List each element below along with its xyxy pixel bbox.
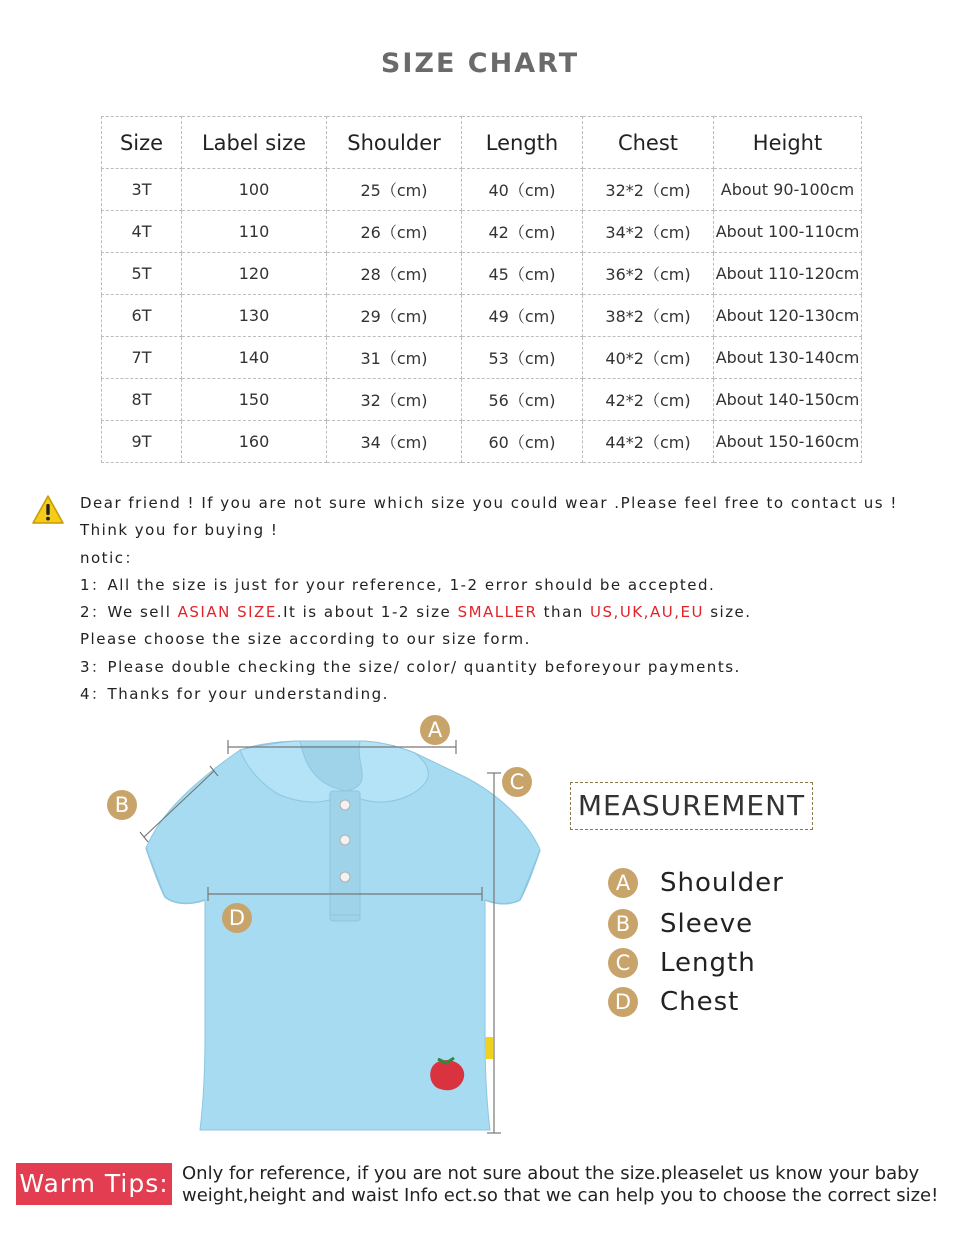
shirt-illustration	[90, 705, 570, 1145]
note-line: Think you for buying !	[80, 521, 279, 540]
table-cell: 31（cm)	[327, 337, 462, 379]
table-cell: 49（cm)	[462, 295, 583, 337]
header-height: Height	[714, 117, 862, 169]
badge-a: A	[420, 715, 450, 745]
measurement-diagram	[90, 705, 570, 1145]
legend-label: Sleeve	[660, 909, 754, 939]
header-label-size: Label size	[182, 117, 327, 169]
header-shoulder: Shoulder	[327, 117, 462, 169]
separator: ,	[643, 603, 650, 622]
table-cell: 8T	[102, 379, 182, 421]
us-highlight: US	[590, 603, 614, 622]
note-line: Dear friend ! If you are not sure which size you could wear .Please feel free to contact us !	[80, 494, 898, 512]
warm-tips-text	[182, 1163, 952, 1207]
table-cell: 32（cm)	[327, 379, 462, 421]
table-cell: 28（cm)	[327, 253, 462, 295]
table-cell: 44*2（cm)	[583, 421, 714, 463]
warm-tips-tag: Warm Tips:	[16, 1163, 172, 1205]
eu-highlight: EU	[680, 603, 704, 622]
badge-c: C	[502, 767, 532, 797]
table-row	[102, 253, 862, 295]
table-cell: 120	[182, 253, 327, 295]
table-cell: 5T	[102, 253, 182, 295]
table-cell: 150	[182, 379, 327, 421]
table-cell: 29（cm)	[327, 295, 462, 337]
table-cell: 100	[182, 169, 327, 211]
note-line-asian-size	[80, 599, 940, 626]
separator: ,	[674, 603, 681, 622]
table-cell: 40*2（cm)	[583, 337, 714, 379]
table-cell: 6T	[102, 295, 182, 337]
warning-icon	[31, 494, 65, 526]
table-cell: 38*2（cm)	[583, 295, 714, 337]
table-cell: 34*2（cm)	[583, 211, 714, 253]
table-cell: 160	[182, 421, 327, 463]
header-chest: Chest	[583, 117, 714, 169]
note-text: size.	[703, 603, 752, 622]
table-row	[102, 169, 862, 211]
table-cell: 36*2（cm)	[583, 253, 714, 295]
table-cell: 34（cm)	[327, 421, 462, 463]
table-cell: 130	[182, 295, 327, 337]
table-row	[102, 337, 862, 379]
table-row	[102, 211, 862, 253]
asian-size-highlight: ASIAN SIZE	[177, 603, 277, 622]
uk-highlight: UK	[619, 603, 644, 622]
table-cell: About 110-120cm	[714, 253, 862, 295]
table-cell: About 140-150cm	[714, 379, 862, 421]
table-cell: 25（cm)	[327, 169, 462, 211]
legend-item-sleeve	[608, 906, 908, 942]
note-text: .It is about 1-2 size	[276, 603, 458, 622]
legend-item-chest	[608, 984, 908, 1020]
table-cell: 42（cm)	[462, 211, 583, 253]
table-cell: 9T	[102, 421, 182, 463]
page-title: SIZE CHART	[380, 48, 580, 79]
legend-badge-d: D	[608, 987, 638, 1017]
table-cell: 3T	[102, 169, 182, 211]
table-cell: About 90-100cm	[714, 169, 862, 211]
table-row	[102, 295, 862, 337]
table-cell: About 130-140cm	[714, 337, 862, 379]
badge-b: B	[107, 790, 137, 820]
table-cell: 56（cm)	[462, 379, 583, 421]
table-cell: 4T	[102, 211, 182, 253]
note-line: Please choose the size according to our size form.	[80, 630, 531, 649]
legend-label: Shoulder	[660, 868, 784, 898]
table-cell: 32*2（cm)	[583, 169, 714, 211]
size-chart-table	[101, 116, 862, 463]
legend-label: Chest	[660, 987, 740, 1017]
header-size: Size	[102, 117, 182, 169]
table-row	[102, 421, 862, 463]
table-row	[102, 379, 862, 421]
note-text: 2：We sell	[80, 603, 178, 622]
header-length: Length	[462, 117, 583, 169]
table-header-row	[102, 117, 862, 169]
notes-block	[80, 490, 940, 708]
legend-badge-c: C	[608, 948, 638, 978]
tips-line: weight,height and waist Info ect.so that we can help you to choose the correct size!	[182, 1185, 939, 1206]
measurement-title: MEASUREMENT	[570, 782, 813, 830]
table-cell: 140	[182, 337, 327, 379]
smaller-highlight: SMALLER	[457, 603, 538, 622]
table-cell: About 120-130cm	[714, 295, 862, 337]
au-highlight: AU	[649, 603, 675, 622]
note-line: 3：Please double checking the size/ color/ quantity beforeyour payments.	[80, 657, 741, 676]
badge-d: D	[222, 903, 252, 933]
note-text: than	[537, 603, 591, 622]
note-line: notic：	[80, 548, 141, 567]
separator: ,	[613, 603, 620, 622]
table-cell: 26（cm)	[327, 211, 462, 253]
note-line: 4：Thanks for your understanding.	[80, 685, 389, 704]
legend-label: Length	[660, 948, 756, 978]
table-cell: 45（cm)	[462, 253, 583, 295]
legend-badge-a: A	[608, 868, 638, 898]
table-cell: 53（cm)	[462, 337, 583, 379]
table-cell: 60（cm)	[462, 421, 583, 463]
legend-badge-b: B	[608, 909, 638, 939]
legend-item-length	[608, 945, 908, 981]
table-cell: 40（cm)	[462, 169, 583, 211]
table-cell: 42*2（cm)	[583, 379, 714, 421]
table-cell: About 100-110cm	[714, 211, 862, 253]
table-cell: 7T	[102, 337, 182, 379]
tips-line: Only for reference, if you are not sure about the size.pleaselet us know your baby	[182, 1163, 920, 1184]
table-cell: About 150-160cm	[714, 421, 862, 463]
legend-item-shoulder	[608, 865, 908, 901]
table-cell: 110	[182, 211, 327, 253]
note-line: 1：All the size is just for your reference, 1-2 error should be accepted.	[80, 575, 716, 594]
